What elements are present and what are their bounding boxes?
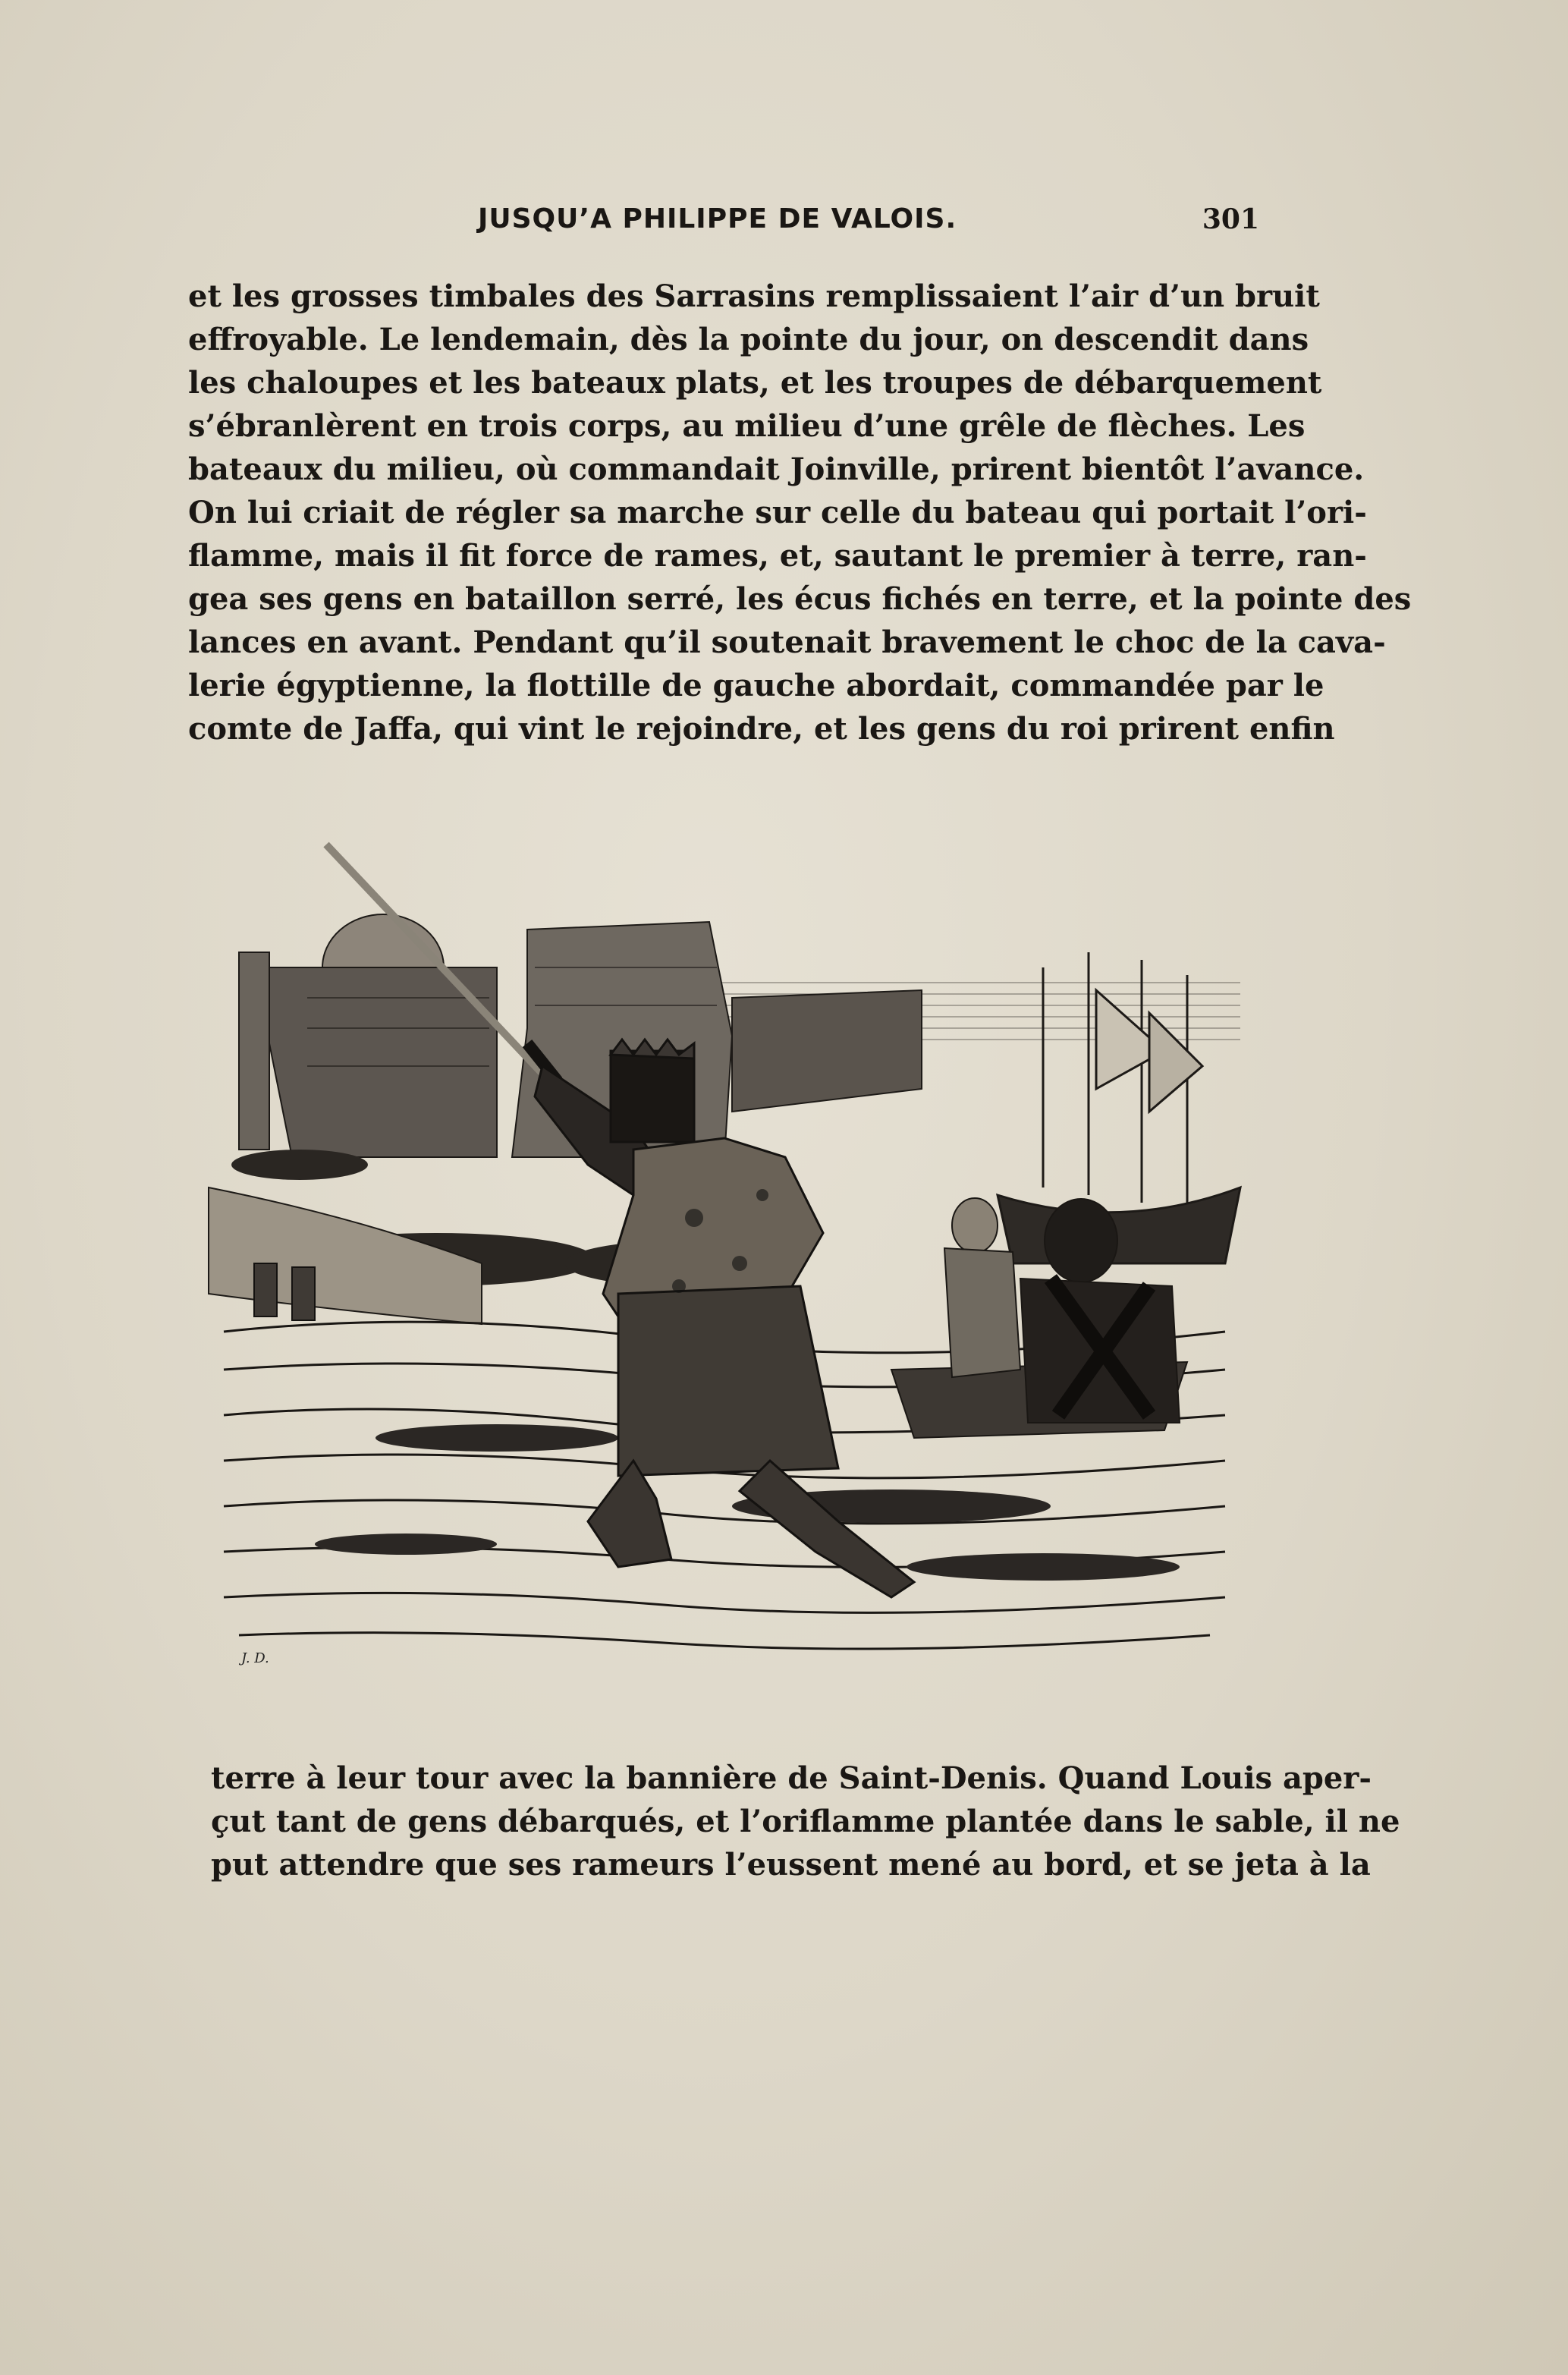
text-line: effroyable. Le lendemain, dès la pointe du jour, on descendit dans xyxy=(188,322,1309,357)
text-line: comte de Jaffa, qui vint le rejoindre, et les gens du roi prirent enfin xyxy=(188,711,1335,747)
running-title: JUSQU’A PHILIPPE DE VALOIS. xyxy=(478,203,957,234)
paragraph-top xyxy=(188,275,1412,750)
text-line: On lui criait de régler sa marche sur celle du bateau qui portait l’ori- xyxy=(188,495,1367,530)
knight-landing-engraving xyxy=(209,838,1255,1669)
ships xyxy=(998,952,1240,1263)
text-line: flamme, mais il fit force de rames, et, sautant le premier à terre, ran- xyxy=(188,538,1367,574)
paragraph-bottom xyxy=(211,1757,1400,1886)
text-line: terre à leur tour avec la bannière de Saint-Denis. Quand Louis aper- xyxy=(211,1760,1372,1796)
text-line: çut tant de gens débarqués, et l’oriflamme plantée dans le sable, il ne xyxy=(211,1804,1400,1839)
text-line: lances en avant. Pendant qu’il soutenait bravement le choc de la cava- xyxy=(188,624,1386,660)
text-line: et les grosses timbales des Sarrasins remplissaient l’air d’un bruit xyxy=(188,278,1320,314)
text-line: put attendre que ses rameurs l’eussent mené au bord, et se jeta à la xyxy=(211,1847,1371,1883)
text-line: gea ses gens en bataillon serré, les écus fichés en terre, et la pointe des xyxy=(188,581,1412,617)
running-head xyxy=(182,203,1259,241)
text-line: bateaux du milieu, où commandait Joinville, prirent bientôt l’avance. xyxy=(188,451,1365,487)
page-number: 301 xyxy=(1202,203,1259,235)
text-line: lerie égyptienne, la flottille de gauche abordait, commandée par le xyxy=(188,668,1324,703)
engraving-illustration xyxy=(209,838,1255,1669)
text-line: les chaloupes et les bateaux plats, et les troupes de débarquement xyxy=(188,365,1322,401)
text-line: s’ébranlèrent en trois corps, au milieu d’une grêle de flèches. Les xyxy=(188,408,1306,444)
engraver-signature: J. D. xyxy=(241,1650,269,1666)
